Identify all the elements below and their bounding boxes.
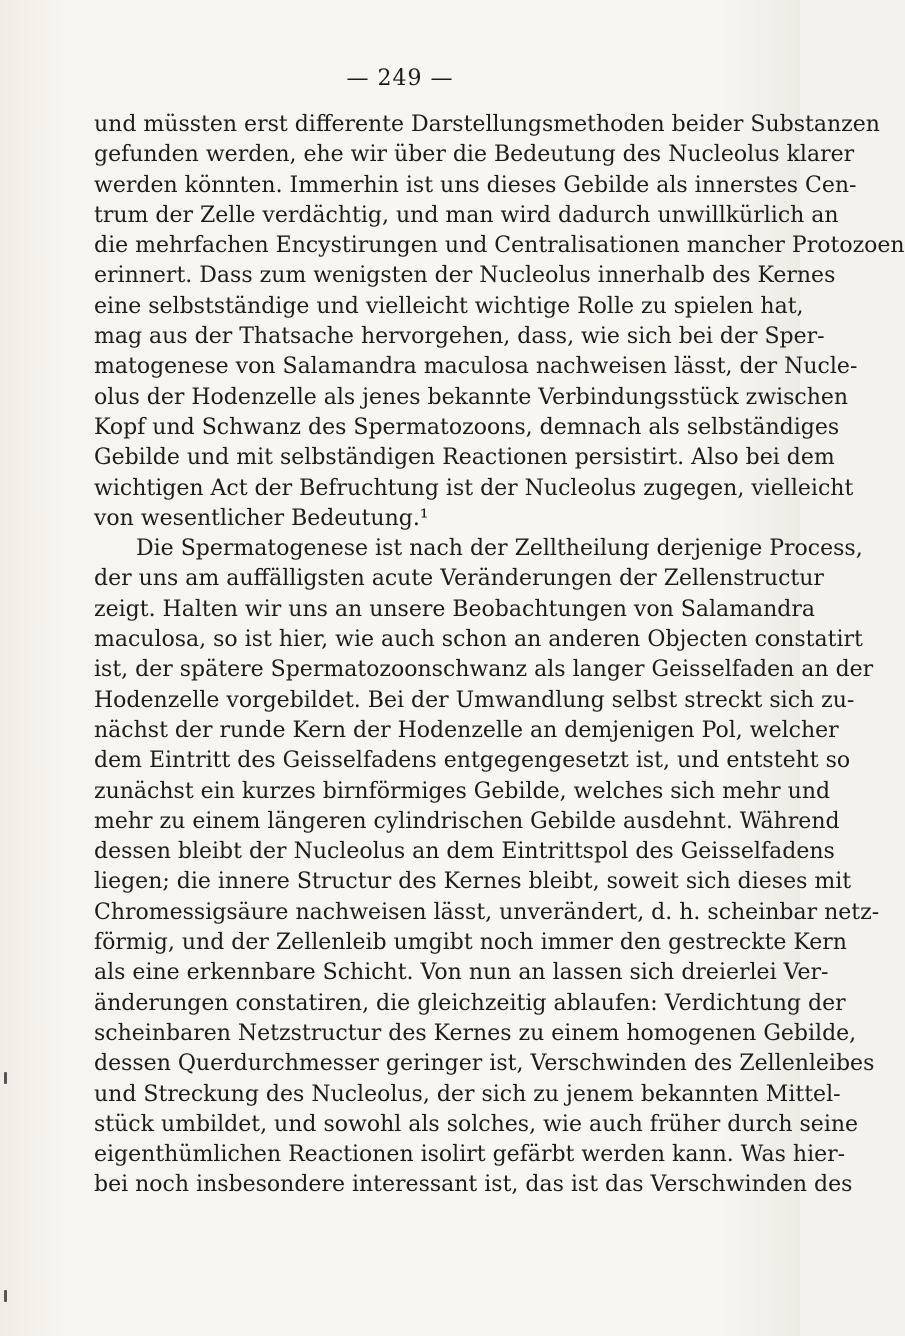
text-line: der uns am auffälligsten acute Veränderungen der Zellenstructur bbox=[94, 566, 824, 592]
text-line: Chromessigsäure nachweisen lässt, unverändert, d. h. scheinbar netz- bbox=[94, 899, 880, 925]
body-text bbox=[94, 110, 905, 1201]
text-line: dem Eintritt des Geisselfadens entgegengesetzt ist, und entsteht so bbox=[94, 748, 851, 774]
text-line: olus der Hodenzelle als jenes bekannte Verbindungsstück zwischen bbox=[94, 384, 849, 410]
text-line: dessen bleibt der Nucleolus an dem Eintrittspol des Geisselfadens bbox=[94, 839, 835, 865]
text-line: änderungen constatiren, die gleichzeitig ablaufen: Verdichtung der bbox=[94, 990, 846, 1016]
text-line: und Streckung des Nucleolus, der sich zu jenem bekannten Mittel- bbox=[94, 1081, 841, 1107]
text-line: trum der Zelle verdächtig, und man wird dadurch unwillkürlich an bbox=[94, 202, 839, 228]
text-line: zeigt. Halten wir uns an unsere Beobachtungen von Salamandra bbox=[94, 596, 815, 622]
text-line: mehr zu einem längeren cylindrischen Gebilde ausdehnt. Während bbox=[94, 808, 840, 834]
text-line: ist, der spätere Spermatozoonschwanz als langer Geisselfaden an der bbox=[94, 657, 874, 683]
text-line: eigenthümlichen Reactionen isolirt gefärbt werden kann. Was hier- bbox=[94, 1142, 846, 1168]
text-line: erinnert. Dass zum wenigsten der Nucleolus innerhalb des Kernes bbox=[94, 263, 836, 289]
text-line: mag aus der Thatsache hervorgehen, dass, wie sich bei der Sper- bbox=[94, 324, 825, 350]
text-line: als eine erkennbare Schicht. Von nun an lassen sich dreierlei Ver- bbox=[94, 960, 829, 986]
text-line: scheinbaren Netzstructur des Kernes zu einem homogenen Gebilde, bbox=[94, 1020, 857, 1046]
text-line: Die Spermatogenese ist nach der Zelltheilung derjenige Process, bbox=[136, 536, 863, 562]
text-line: von wesentlicher Bedeutung.¹ bbox=[94, 505, 429, 531]
text-line: werden könnten. Immerhin ist uns dieses Gebilde als innerstes Cen- bbox=[94, 172, 857, 198]
text-line: matogenese von Salamandra maculosa nachweisen lässt, der Nucle- bbox=[94, 354, 858, 380]
text-line: stück umbildet, und sowohl als solches, wie auch früher durch seine bbox=[94, 1111, 859, 1137]
text-line: Hodenzelle vorgebildet. Bei der Umwandlung selbst streckt sich zu- bbox=[94, 687, 855, 713]
text-line: dessen Querdurchmesser geringer ist, Verschwinden des Zellenleibes bbox=[94, 1051, 875, 1077]
text-line: nächst der runde Kern der Hodenzelle an demjenigen Pol, welcher bbox=[94, 717, 839, 743]
text-line: förmig, und der Zellenleib umgibt noch immer den gestreckte Kern bbox=[94, 930, 847, 956]
text-line: wichtigen Act der Befruchtung ist der Nucleolus zugegen, vielleicht bbox=[94, 475, 854, 501]
margin-mark bbox=[4, 1290, 7, 1302]
text-line: Gebilde und mit selbständigen Reactionen persistirt. Also bei dem bbox=[94, 445, 835, 471]
text-line: eine selbstständige und vielleicht wichtige Rolle zu spielen hat, bbox=[94, 293, 804, 319]
text-line: liegen; die innere Structur des Kernes bleibt, soweit sich dieses mit bbox=[94, 869, 852, 895]
text-line: und müssten erst differente Darstellungsmethoden beider Substanzen bbox=[94, 112, 880, 137]
text-line: zunächst ein kurzes birnförmiges Gebilde, welches sich mehr und bbox=[94, 778, 831, 804]
margin-mark bbox=[4, 1072, 7, 1084]
page-number: — 249 — bbox=[346, 66, 454, 91]
text-line: maculosa, so ist hier, wie auch schon an anderen Objecten constatirt bbox=[94, 627, 863, 653]
text-line: bei noch insbesondere interessant ist, das ist das Verschwinden des bbox=[94, 1172, 853, 1198]
text-line: die mehrfachen Encystirungen und Centralisationen mancher Protozoen bbox=[94, 233, 905, 259]
text-line: Kopf und Schwanz des Spermatozoons, demnach als selbständiges bbox=[94, 414, 840, 440]
text-line: gefunden werden, ehe wir über die Bedeutung des Nucleolus klarer bbox=[94, 142, 855, 168]
